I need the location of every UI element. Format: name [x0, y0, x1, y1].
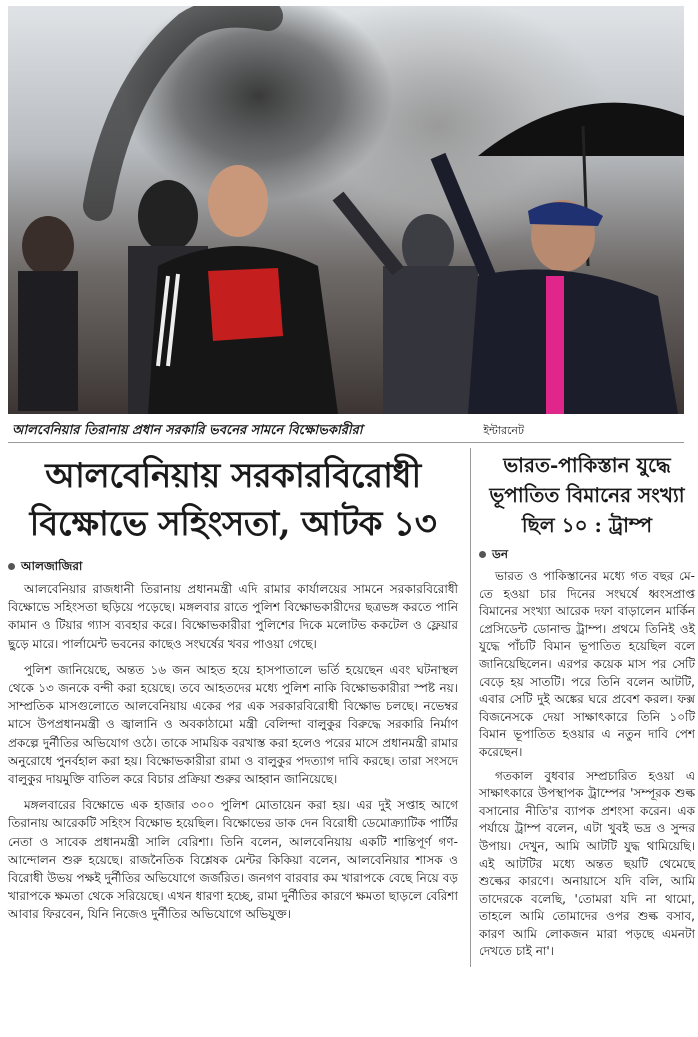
- caption-credit: ইন্টারনেট: [483, 424, 524, 437]
- caption-text: আলবেনিয়ার তিরানায় প্রধান সরকারি ভবনের সামনে বিক্ষোভকারীরা: [12, 423, 363, 438]
- side-headline: ভারত-পাকিস্তান যুদ্ধে ভূপাতিত বিমানের সংখ্যা ছিল ১০ : ট্রাম্প: [489, 453, 685, 537]
- bullet-icon: [479, 551, 486, 558]
- bullet-icon: [8, 563, 15, 570]
- main-paragraph: আলবেনিয়ার রাজধানী তিরানায় প্রধানমন্ত্রী এদি রামার কার্যালয়ের সামনে সরকারবিরোধী বিক্ষোভে সহিংসতা ছড়িয়ে পড়েছে। মঙ্গলবার রাতে পুলিশ বিক্ষোভকারীদের ছত্রভঙ্গ করতে পানি কামান ও টিয়ার গ্যাস ব্যবহার করে। বিক্ষোভকারীরা পুলিশের দিকে মলোটভ ককটেল ও ফ্লেয়ার ছুড়ে মারে। পার্লামেন্ট ভবনের কাছেও সংঘর্ষের খবর পাওয়া গেছে।: [8, 582, 458, 651]
- side-paragraph: ভারত ও পাকিস্তানের মধ্যে গত বছর মে-তে হওয়া চার দিনের সংঘর্ষে ধ্বংসপ্রাপ্ত বিমানের সংখ্যা আরেক দফা বাড়ালেন মার্কিন প্রেসিডেন্ট ডোনাল্ড ট্রাম্প। প্রথমে তিনিই ওই যুদ্ধে পাঁচটি বিমান ভূপাতিত হয়েছিল বলে জানিয়েছিলেন। এরপর কয়েক মাস পর সেটি বেড়ে হয় সাতটি। পরে তিনি বলেন আটটি, এবার সেটি দুই অঙ্কের ঘরে প্রবেশ করল। ফক্স বিজনেসকে দেয়া সাক্ষাৎকারে তিনি ১০টি বিমান ভূপাতিত হওয়ার এ নতুন দাবি পেশ করেছেন।: [479, 569, 695, 759]
- side-article: [470, 448, 695, 967]
- side-source: [479, 546, 695, 566]
- side-source-label: ডন: [492, 547, 508, 561]
- main-article: [8, 448, 458, 932]
- photo-caption: [8, 420, 684, 443]
- main-source-label: আলজাজিরা: [21, 559, 83, 573]
- main-paragraph: পুলিশ জানিয়েছে, অন্তত ১৬ জন আহত হয়ে হাসপাতালে ভর্তি হয়েছেন এবং ঘটনাস্থল থেকে ১৩ জনকে বন্দী করা হয়েছে। তবে আহতদের মধ্যে পুলিশ নাকি বিক্ষোভকারীরা স্পষ্ট নয়। সাম্প্রতিক মাসগুলোতে আলবেনিয়ায় একের পর এক সরকারবিরোধী বিক্ষোভ চলছে। নভেম্বর মাসে উপপ্রধানমন্ত্রী ও জ্বালানি ও অবকাঠামো মন্ত্রী বেলিন্দা বালুকুর বিরুদ্ধে সরকারি নির্মাণ প্রকল্পে দুর্নীতির অভিযোগ ওঠে। তাকে সাময়িক বরখাস্ত করা হলেও পরের মাসে প্রধানমন্ত্রী রামার অনুরোধে পুনর্বহাল করা হয়। বিক্ষোভকারীরা রামা ও বালুকুর পদত্যাগ দাবি করছে। তারা সংসদে বালুকুর দায়মুক্তি বাতিল করে বিচার প্রক্রিয়া শুরুর আহ্বান জানিয়েছে।: [8, 662, 458, 787]
- protest-photo: [8, 6, 684, 414]
- main-source: [8, 558, 458, 578]
- main-paragraph: মঙ্গলবারের বিক্ষোভে এক হাজার ৩০০ পুলিশ মোতায়েন করা হয়। এর দুই সপ্তাহ আগে তিরানায় আরেকটি সহিংস বিক্ষোভ হয়েছিল। বিক্ষোভের ডাক দেন বিরোধী ডেমোক্র্যাটিক পার্টির নেতা ও সাবেক প্রধানমন্ত্রী সালি বেরিশা। তিনি বলেন, আলবেনিয়ায় একটি শান্তিপূর্ণ গণ-আন্দোলন শুরু হয়েছে। রাজনৈতিক বিশ্লেষক মেন্টর কিকিয়া বলেন, আলবেনিয়ার শাসক ও বিরোধী উভয় পক্ষই দুর্নীতির অভিযোগে জর্জরিত। জনগণ বারবার কম খারাপকে বেছে নিয়ে বড় খারাপকে ক্ষমতা থেকে সরিয়েছে। এখন ধারণা হচ্ছে, রামা দুর্নীতির কারণে ক্ষমতা ছাড়লে বেরিশা আবার ফিরবেন, যিনি নিজেও দুর্নীতির অভিযোগে অভিযুক্ত।: [8, 798, 458, 922]
- main-headline: আলবেনিয়ায় সরকারবিরোধী বিক্ষোভে সহিংসতা, আটক ১৩: [29, 456, 437, 544]
- side-paragraph: গতকাল বুধবার সম্প্রচারিত হওয়া এ সাক্ষাৎকারে উপস্থাপক ট্রাম্পের 'সম্পূরক শুল্ক বসানোর নীতি'র ব্যাপক প্রশংসা করেন। এক পর্যায়ে ট্রাম্প বলেন, এটা খুবই ভদ্র ও সুন্দর উপায়। দেখুন, আমি আটটি যুদ্ধ থামিয়েছি। এই আটটির মধ্যে অন্তত ছয়টি থেমেছে শুল্কের কারণে। অনায়াসে যদি বলি, আমি তাদেরকে বলেছি, 'তোমরা যদি না থামো, তাহলে আমি তোমাদের ওপর শুল্ক বসাব, কারণ আমি লোকজন মারা পড়ছে এমনটা দেখতে চাই না'।: [479, 768, 695, 959]
- protest-photo-icon: [8, 6, 684, 414]
